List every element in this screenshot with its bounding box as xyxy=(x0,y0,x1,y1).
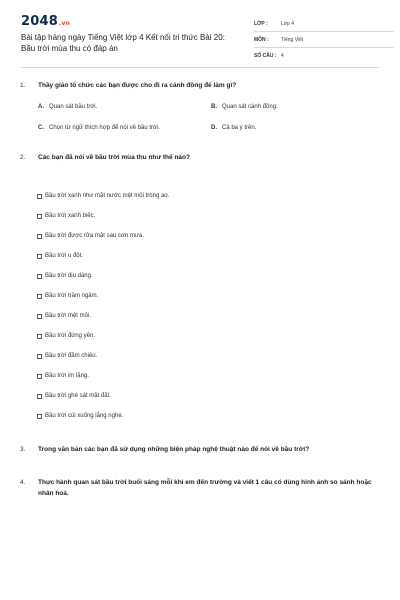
question-text: Trong văn bản các bạn đã sử dụng những biện pháp nghệ thuật nào để nói về bầu trời? xyxy=(38,446,310,453)
meta-value: Lớp 4 xyxy=(281,20,295,27)
checkbox-label: Bầu trời đăm chiêu. xyxy=(45,353,98,359)
checkbox-item[interactable] xyxy=(37,273,93,279)
site-logo[interactable] xyxy=(21,14,70,29)
checkbox-label: Bầu trời cúi xuống lắng nghe. xyxy=(45,413,124,419)
option-text: Quan sát cánh đồng. xyxy=(222,104,278,110)
checkbox-icon[interactable] xyxy=(37,214,42,219)
checkbox-icon[interactable] xyxy=(37,314,42,319)
checkbox-item[interactable] xyxy=(37,413,123,419)
question-text: Thầy giáo tổ chức các bạn được cho đi ra cánh đồng để làm gì? xyxy=(38,82,237,89)
meta-label: MÔN : xyxy=(254,36,269,43)
option-letter: C. xyxy=(38,125,44,131)
meta-row-class xyxy=(254,16,394,32)
document-title: Bài tập hàng ngày Tiếng Việt lớp 4 Kết nối tri thức Bài 20: Bầu trời mùa thu có đáp án xyxy=(21,33,225,53)
option-text: Quan sát bầu trời. xyxy=(49,104,98,110)
checkbox-item[interactable] xyxy=(37,373,89,379)
option-a[interactable] xyxy=(38,104,97,110)
checkbox-label: Bầu trời mệt mỏi. xyxy=(45,313,91,319)
checkbox-icon[interactable] xyxy=(37,274,42,279)
checkbox-label: Bầu trời im lặng. xyxy=(45,373,89,379)
meta-value: 4 xyxy=(281,52,284,59)
checkbox-label: Bầu trời xanh như mặt nước mệt mỏi trong ao. xyxy=(45,193,170,199)
checkbox-item[interactable] xyxy=(37,333,95,339)
option-letter: A. xyxy=(38,104,44,110)
checkbox-item[interactable] xyxy=(37,193,169,199)
checkbox-label: Bầu trời đứng yên. xyxy=(45,333,95,339)
checkbox-label: Bầu trời được rửa mặt sau cơn mưa. xyxy=(45,233,144,239)
question-number: 2. xyxy=(20,154,26,161)
checkbox-icon[interactable] xyxy=(37,354,42,359)
checkbox-item[interactable] xyxy=(37,233,144,239)
checkbox-icon[interactable] xyxy=(37,414,42,419)
question-number: 4. xyxy=(20,479,26,486)
checkbox-label: Bầu trời trầm ngâm. xyxy=(45,293,99,299)
checkbox-icon[interactable] xyxy=(37,254,42,259)
checkbox-icon[interactable] xyxy=(37,194,42,199)
option-letter: B. xyxy=(211,104,217,110)
checkbox-item[interactable] xyxy=(37,393,111,399)
meta-row-subject xyxy=(254,32,394,48)
question-text: Thực hành quan sát bầu trời buổi sáng mỗi khi em đến trường và viết 1 câu có dùng hình ảnh so sánh hoặc nhân hoá. xyxy=(38,479,372,497)
checkbox-label: Bầu trời u đột. xyxy=(45,253,83,259)
checkbox-item[interactable] xyxy=(37,313,91,319)
meta-row-count xyxy=(254,48,394,63)
checkbox-icon[interactable] xyxy=(37,394,42,399)
checkbox-label: Bầu trời xanh biếc. xyxy=(45,213,96,219)
checkbox-icon[interactable] xyxy=(37,234,42,239)
meta-info xyxy=(254,16,394,63)
option-text: Chọn từ ngữ thích hợp để nói về bầu trời. xyxy=(49,125,160,131)
option-c[interactable] xyxy=(38,125,160,131)
option-d[interactable] xyxy=(211,125,256,131)
checkbox-label: Bầu trời dịu dàng. xyxy=(45,273,93,279)
checkbox-item[interactable] xyxy=(37,253,83,259)
option-letter: D. xyxy=(211,125,217,131)
checkbox-label: Bầu trời ghé sát mặt đất. xyxy=(45,393,111,399)
checkbox-icon[interactable] xyxy=(37,294,42,299)
question-text: Các bạn đã nói về bầu trời mùa thu như thế nào? xyxy=(38,154,190,161)
logo-main: 2048 xyxy=(21,14,58,29)
checkbox-item[interactable] xyxy=(37,213,95,219)
meta-label: LỚP : xyxy=(254,20,268,27)
checkbox-item[interactable] xyxy=(37,353,97,359)
question-number: 3. xyxy=(20,446,26,453)
checkbox-icon[interactable] xyxy=(37,334,42,339)
question-number: 1. xyxy=(20,82,26,89)
header-divider xyxy=(21,67,379,68)
checkbox-item[interactable] xyxy=(37,293,98,299)
meta-label: SỐ CÂU : xyxy=(254,52,277,59)
option-b[interactable] xyxy=(211,104,278,110)
meta-value: Tiếng Việt xyxy=(281,36,304,43)
checkbox-icon[interactable] xyxy=(37,374,42,379)
logo-suffix: .vn xyxy=(58,20,71,27)
option-text: Cả ba ý trên. xyxy=(222,125,257,131)
